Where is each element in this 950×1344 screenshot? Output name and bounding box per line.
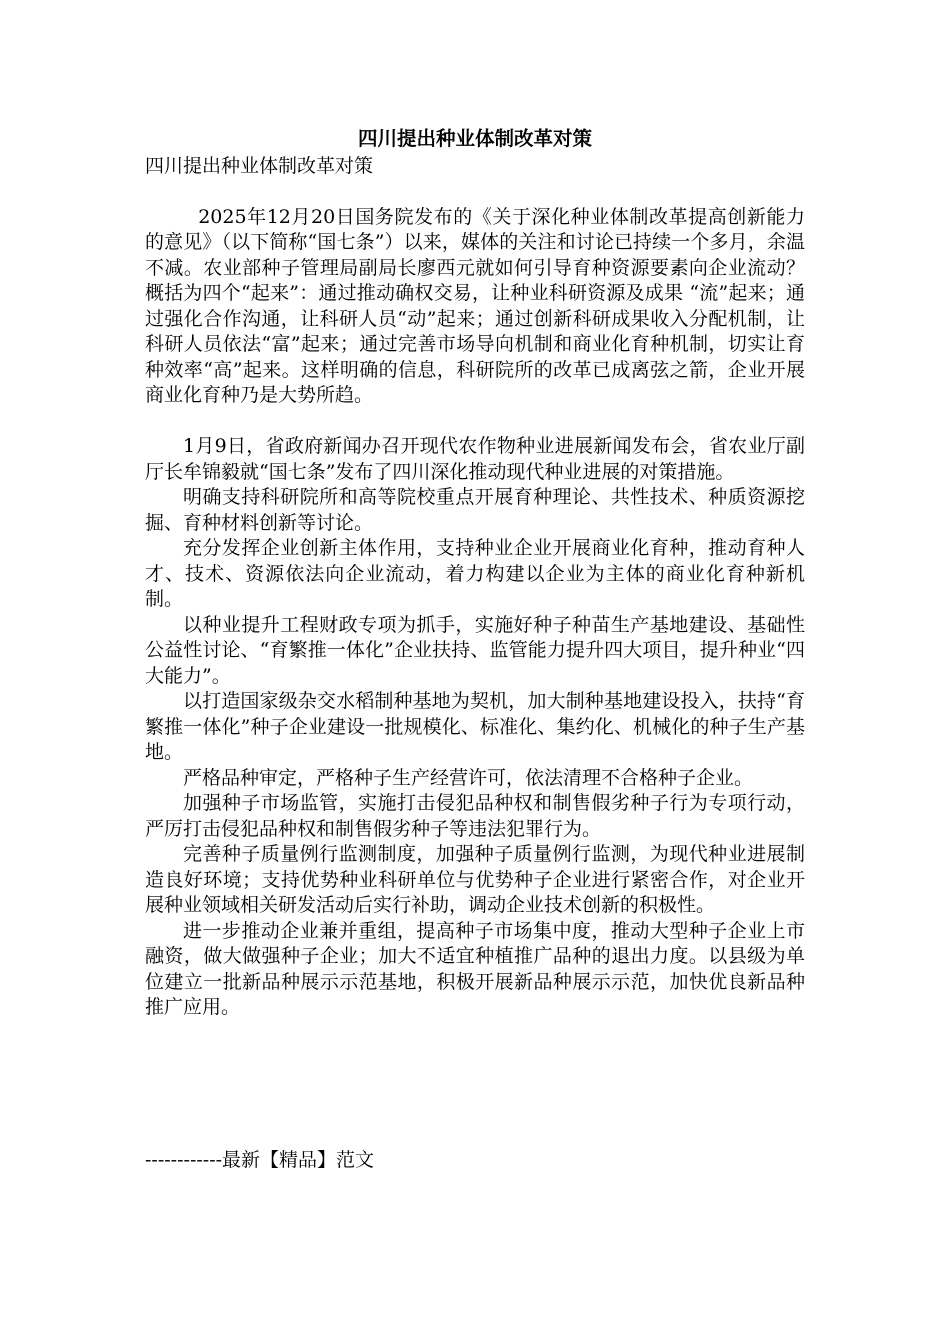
paragraph-2: 1月9日，省政府新闻办召开现代农作物种业进展新闻发布会，省农业厅副厅长牟锦毅就“国七条”发布了四川深化推动现代种业进展的对策措施。 <box>145 435 805 483</box>
paragraph-7: 严格品种审定，严格种子生产经营许可，依法清理不合格种子企业。 <box>183 766 754 789</box>
blank-line <box>145 179 805 205</box>
paragraph-4: 充分发挥企业创新主体作用，支持种业企业开展商业化育种，推动育种人才、技术、资源依法向企业流动，着力构建以企业为主体的商业化育种新机制。 <box>145 537 805 610</box>
paragraph-3: 明确支持科研院所和高等院校重点开展育种理论、共性技术、种质资源挖掘、育种材料创新等讨论。 <box>145 486 805 534</box>
document-title: 四川提出种业体制改革对策 <box>357 127 592 150</box>
document-body <box>145 118 805 1021</box>
paragraph-10: 进一步推动企业兼并重组，提高种子市场集中度，推动大型种子企业上市融资，做大做强种子企业；加大不适宜种植推广品种的退出力度。以县级为单位建立一批新品种展示示范基地，积极开展新品种展示示范，加快优良新品种推广应用。 <box>145 919 805 1018</box>
paragraph-9: 完善种子质量例行监测制度，加强种子质量例行监测，为现代种业进展制造良好环境；支持优势种业科研单位与优势种子企业进行紧密合作，对企业开展种业领域相关研发活动后实行补助，调动企业技术创新的积极性。 <box>145 843 805 916</box>
paragraph-8: 加强种子市场监管，实施打击侵犯品种权和制售假劣种子行为专项行动，严厉打击侵犯品种权和制售假劣种子等违法犯罪行为。 <box>145 792 805 840</box>
paragraph-6: 以打造国家级杂交水稻制种基地为契机，加大制种基地建设投入，扶持“育繁推一体化”种子企业建设一批规模化、标准化、集约化、机械化的种子生产基地。 <box>145 690 805 763</box>
blank-line <box>145 409 805 435</box>
document-subtitle: 四川提出种业体制改革对策 <box>145 154 374 177</box>
paragraph-1: 2025年12月20日国务院发布的《关于深化种业体制改革提高创新能力的意见》（以下简称“国七条”）以来，媒体的关注和讨论已持续一个多月，余温不减。农业部种子管理局副局长廖西元就如何引导育种资源要素向企业流动？概括为四个“起来”：通过推动确权交易，让种业科研资源及成果 “流”起来；通过强化合作沟通，让科研人员“动”起来；通过创新科研成果收入分配机制，让科研人员依法“富”起来；通过完善市场导向机制和商业化育种机制，切实让育种效率“高”起来。这样明确的信息，科研院所的改革已成离弦之箭，企业开展商业化育种乃是大势所趋。 <box>145 205 805 406</box>
paragraph-5: 以种业提升工程财政专项为抓手，实施好种子种苗生产基地建设、基础性公益性讨论、“育繁推一体化”企业扶持、监管能力提升四大项目，提升种业“四大能力”。 <box>145 613 805 687</box>
document-footer: ------------最新【精品】范文 <box>145 1149 375 1171</box>
